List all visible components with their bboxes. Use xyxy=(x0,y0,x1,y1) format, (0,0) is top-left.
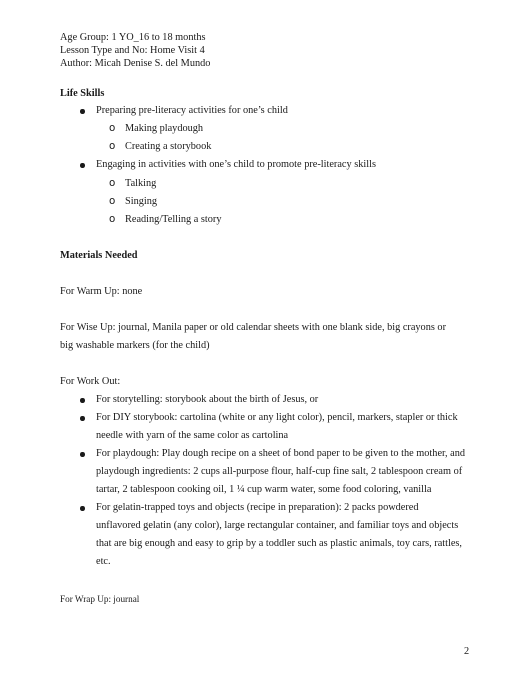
work-out-line: needle with yarn of the same color as cartolina xyxy=(96,430,289,441)
bullet-icon xyxy=(80,416,85,421)
life-skill-subitem: Making playdough xyxy=(125,123,204,134)
bullet-icon xyxy=(80,398,85,403)
author-line: Author: Micah Denise S. del Mundo xyxy=(60,58,211,69)
life-skill-subitem: Talking xyxy=(125,178,157,189)
life-skill-subitem: Reading/Telling a story xyxy=(125,214,222,225)
bullet-icon xyxy=(80,506,85,511)
materials-heading: Materials Needed xyxy=(60,250,138,261)
circle-bullet-icon: o xyxy=(109,122,116,134)
page-number: 2 xyxy=(464,646,470,657)
circle-bullet-icon: o xyxy=(109,177,116,189)
circle-bullet-icon: o xyxy=(109,213,116,225)
work-out-line: For storytelling: storybook about the birth of Jesus, or xyxy=(96,394,319,405)
circle-bullet-icon: o xyxy=(109,195,116,207)
life-skill-item: Engaging in activities with one’s child to promote pre-literacy skills xyxy=(96,159,376,170)
work-out-line: For gelatin-trapped toys and objects (recipe in preparation): 2 packs powdered xyxy=(96,502,419,513)
life-skill-subitem: Creating a storybook xyxy=(125,141,212,152)
circle-bullet-icon: o xyxy=(109,140,116,152)
lesson-line: Lesson Type and No: Home Visit 4 xyxy=(60,45,205,56)
wrap-up-line: For Wrap Up: journal xyxy=(60,594,140,604)
wise-up-line: For Wise Up: journal, Manila paper or old calendar sheets with one blank side, big crayons or xyxy=(60,322,447,333)
work-out-line: etc. xyxy=(96,556,111,567)
life-skill-subitem: Singing xyxy=(125,196,158,207)
age-group-line: Age Group: 1 YO_16 to 18 months xyxy=(60,32,206,43)
life-skill-item: Preparing pre-literacy activities for one’s child xyxy=(96,105,288,116)
wise-up-line: big washable markers (for the child) xyxy=(60,340,210,351)
bullet-icon xyxy=(80,452,85,457)
work-out-line: that are big enough and easy to grip by a toddler such as plastic animals, toy cars, rattles, xyxy=(96,538,463,549)
work-out-line: unflavored gelatin (any color), large rectangular container, and familiar toys and objects xyxy=(96,520,459,531)
work-out-line: tartar, 2 tablespoon cooking oil, 1 ¼ cup warm water, some food coloring, vanilla xyxy=(96,484,432,495)
bullet-icon xyxy=(80,109,85,114)
warm-up-line: For Warm Up: none xyxy=(60,286,143,297)
work-out-line: For DIY storybook: cartolina (white or any light color), pencil, markers, stapler or thick xyxy=(96,412,458,423)
life-skills-heading: Life Skills xyxy=(60,88,105,99)
work-out-label: For Work Out: xyxy=(60,376,121,387)
work-out-line: For playdough: Play dough recipe on a sheet of bond paper to be given to the mother, and xyxy=(96,448,466,459)
work-out-line: playdough ingredients: 2 cups all-purpose flour, half-cup fine salt, 2 tablespoon cream of xyxy=(96,466,463,477)
bullet-icon xyxy=(80,163,85,168)
